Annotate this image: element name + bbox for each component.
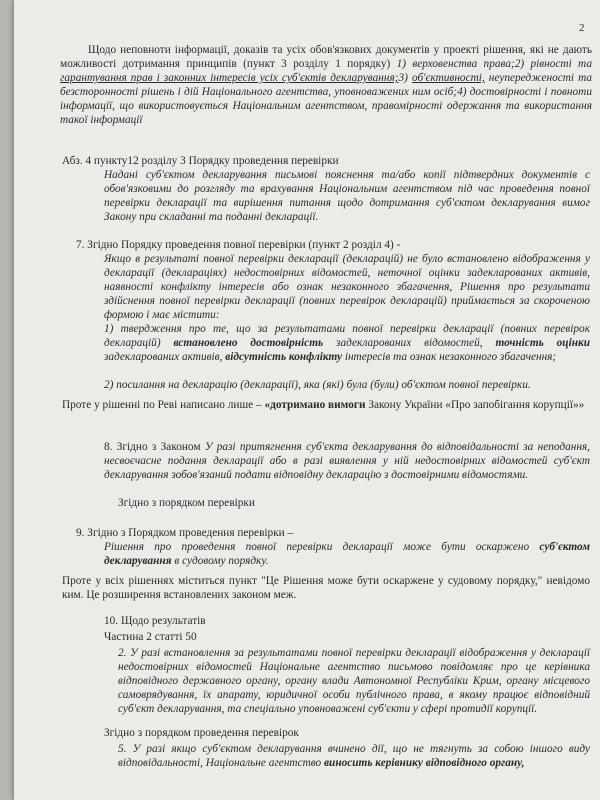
section-body-7: Якщо в результаті повної перевірки декларації (декларацій) не було встановлено відображення у декларації (деклараціях) недостовірних відомостей, неточної оцінки задекларованих активів, наявності конфлікту інтересів або ознак незаконного збагачення, Рішення про результати здійснення повної перевірки декларації (повних перевірок декларацій) приймається за скороченою формою і має містити:	[104, 253, 590, 321]
item1-text-e: інтересів та ознак незаконного збагачення;	[344, 351, 557, 363]
section-body-9	[104, 540, 590, 568]
section-8	[104, 440, 590, 482]
document-page	[14, 0, 600, 800]
item1-bold-1: встановлено достовірність	[173, 337, 324, 349]
item1-bold-3: відсутність конфлікту	[225, 351, 342, 363]
section-8-lead: 8. Згідно з Законом	[104, 441, 201, 453]
section-heading-7: 7. Згідно Порядку проведення повної перевірки (пункт 2 розділ 4) -	[76, 239, 401, 251]
section-10-subheading-2: Згідно з порядком проведення перевірок	[104, 727, 299, 739]
principles-underlined-2: об'єктивності,	[411, 72, 485, 84]
section-heading-10: 10. Щодо результатів	[104, 615, 206, 627]
section-10-body-2	[118, 742, 590, 770]
page-number: 2	[579, 22, 585, 34]
paragraph-incompleteness	[60, 43, 592, 127]
note-bold: «дотримано вимоги	[264, 399, 366, 411]
principles-text-a: 1) верховенства права;2) рівності та	[396, 58, 593, 70]
section-7-item-1	[104, 322, 590, 364]
note-text-a: Проте у рішенні по Реві написано лише –	[62, 399, 262, 411]
section-8-footnote: Згідно з порядком перевірки	[118, 497, 255, 509]
section-7-item-2: 2) посилання на декларацію (декларації), яка (які) була (були) об'єктом повної перевірки.	[104, 379, 531, 391]
principles-underlined-1: гарантування прав і законних інтересів усіх суб'єктів декларування;	[60, 72, 399, 84]
section-8-body: У разі притягнення суб'єкта декларування до відповідальності за неподання, несвоєчасне подання декларації або в разі виявлення у ній недостовірних відомостей суб'єкт декларування зобов'язаний подати відповідну декларацію з достовірними відомостями.	[104, 441, 590, 481]
principles-text-c: неупередженості та безсторонності рішень і дій Національного агентства, уповноважених ним осіб;4) достовірності і повноти інформації, що використовується Національним агентством, правомірності одержання та використання такої інформації	[60, 72, 593, 126]
section-10-body2-text: 5. У разі якщо суб'єктом декларування вчинено дії, що не тягнуть за собою іншого виду відповідальності, Національне агентство	[118, 743, 590, 769]
section-heading-abz4: Абз. 4 пункту12 розділу 3 Порядку проведення перевірки	[62, 155, 339, 167]
item1-text-c: задекларованих відомостей,	[336, 337, 483, 349]
item1-text-d: задекларованих активів,	[104, 351, 223, 363]
section-7-note	[62, 398, 590, 412]
item1-bold-2: точність оцінки	[495, 337, 590, 349]
section-9-body: Рішення про проведення повної перевірки декларації може бути оскаржено	[104, 541, 530, 553]
section-9-body-end: в судовому порядку.	[174, 555, 269, 567]
note-text-c: Закону України «Про запобігання корупції»»	[368, 399, 585, 411]
section-9-bold: суб'єктом декларування	[104, 541, 591, 567]
section-9-note: Проте у всіх рішеннях міститься пункт "Це Рішення може бути оскаржене у судовому порядку," невідомо ким. Це розширення встановлених законом меж.	[62, 575, 590, 601]
principles-text-b: 3)	[398, 72, 408, 84]
section-body-abz4: Надані суб'єктом декларування письмові пояснення та/або копії підтвердних документів с обов'язковими до розгляду та врахування Національним агентством під час проведення повної перевірки декларації та вирішення питання щодо дотримання суб'єктом декларування вимог Закону при складанні та поданні декларації.	[104, 169, 590, 223]
paragraph-lead: Щодо неповноти інформації, доказів та усіх обов'язкових документів у проекті рішення, які не дають можливості дотримання принципів (пункт 3 розділу 1 порядку)	[60, 44, 592, 70]
section-10-body2-bold: виносить керівнику відповідного органу,	[323, 757, 525, 769]
section-heading-9: 9. Згідно з Порядком проведення перевірки –	[76, 527, 294, 539]
item1-text-a: 1) твердження про те, що за результатами повної перевірки декларації (повних перевірок декларацій)	[104, 323, 590, 349]
section-10-subheading: Частина 2 статті 50	[104, 631, 197, 643]
section-10-body: 2. У разі встановлення за результатами повної перевірки декларації відображення у декларації недостовірних відомостей Національне агентство письмово повідомляє про це керівника відповідного державного органу, органу влади Автономної Республіки Крим, органу місцевого самоврядування, їх апарату, юридичної особи публічного права, в якому працює відповідний суб'єкт декларування, та спеціально уповноважені суб'єкти у сфері протидії корупції.	[118, 647, 590, 715]
